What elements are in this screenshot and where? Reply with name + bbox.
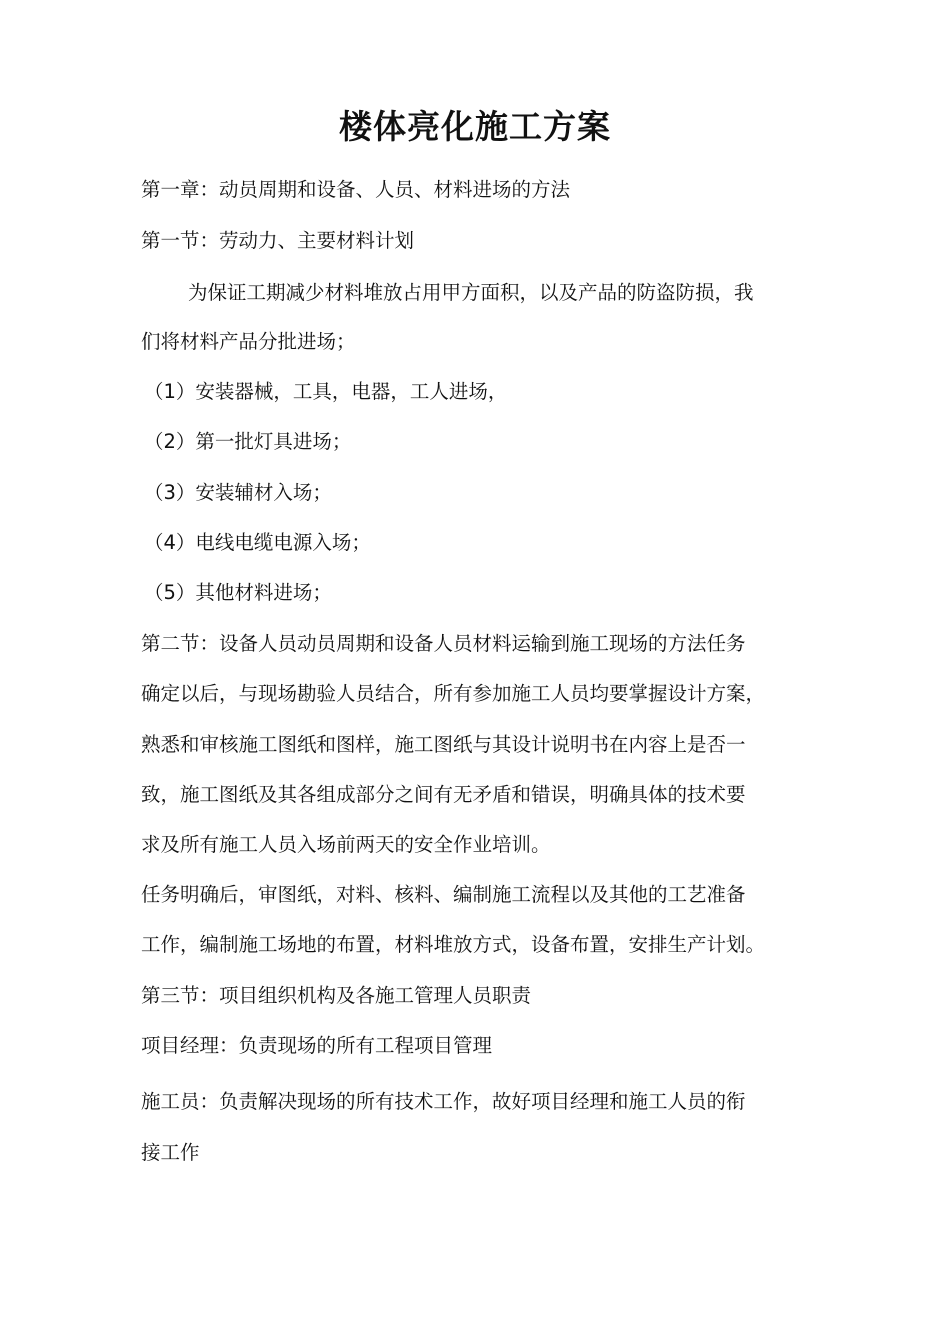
section-heading-2: 第二节：设备人员动员周期和设备人员材料运输到施工现场的方法任务: [141, 632, 746, 655]
paragraph-line: 接工作: [141, 1141, 200, 1164]
section-heading-1: 第一节：劳动力、主要材料计划: [141, 229, 415, 252]
paragraph-line: 为保证工期减少材料堆放占用甲方面积，以及产品的防盗防损，我: [188, 281, 754, 304]
paragraph-line: 熟悉和审核施工图纸和图样，施工图纸与其设计说明书在内容上是否一: [141, 733, 746, 756]
paragraph-line: 施工员：负责解决现场的所有技术工作，故好项目经理和施工人员的衔: [141, 1090, 746, 1113]
chapter-heading: 第一章：动员周期和设备、人员、材料进场的方法: [141, 178, 571, 201]
paragraph-line: 项目经理：负责现场的所有工程项目管理: [141, 1034, 493, 1057]
list-item: （1）安装器械，工具，电器，工人进场，: [144, 380, 508, 403]
paragraph-line: 工作，编制施工场地的布置，材料堆放方式，设备布置，安排生产计划。: [141, 933, 766, 956]
paragraph-line: 求及所有施工人员入场前两天的安全作业培训。: [141, 833, 551, 856]
paragraph-line: 们将材料产品分批进场；: [141, 330, 356, 353]
list-item: （4）电线电缆电源入场；: [144, 531, 371, 554]
list-item: （5）其他材料进场；: [144, 581, 332, 604]
paragraph-line: 任务明确后，审图纸，对料、核料、编制施工流程以及其他的工艺准备: [141, 883, 746, 906]
paragraph-line: 确定以后，与现场勘验人员结合，所有参加施工人员均要掌握设计方案，: [141, 682, 766, 705]
section-heading-3: 第三节：项目组织机构及各施工管理人员职责: [141, 984, 532, 1007]
paragraph-line: 致，施工图纸及其各组成部分之间有无矛盾和错误，明确具体的技术要: [141, 783, 746, 806]
list-item: （2）第一批灯具进场；: [144, 430, 352, 453]
document-title: 楼体亮化施工方案: [339, 107, 611, 146]
list-item: （3）安装辅材入场；: [144, 481, 332, 504]
